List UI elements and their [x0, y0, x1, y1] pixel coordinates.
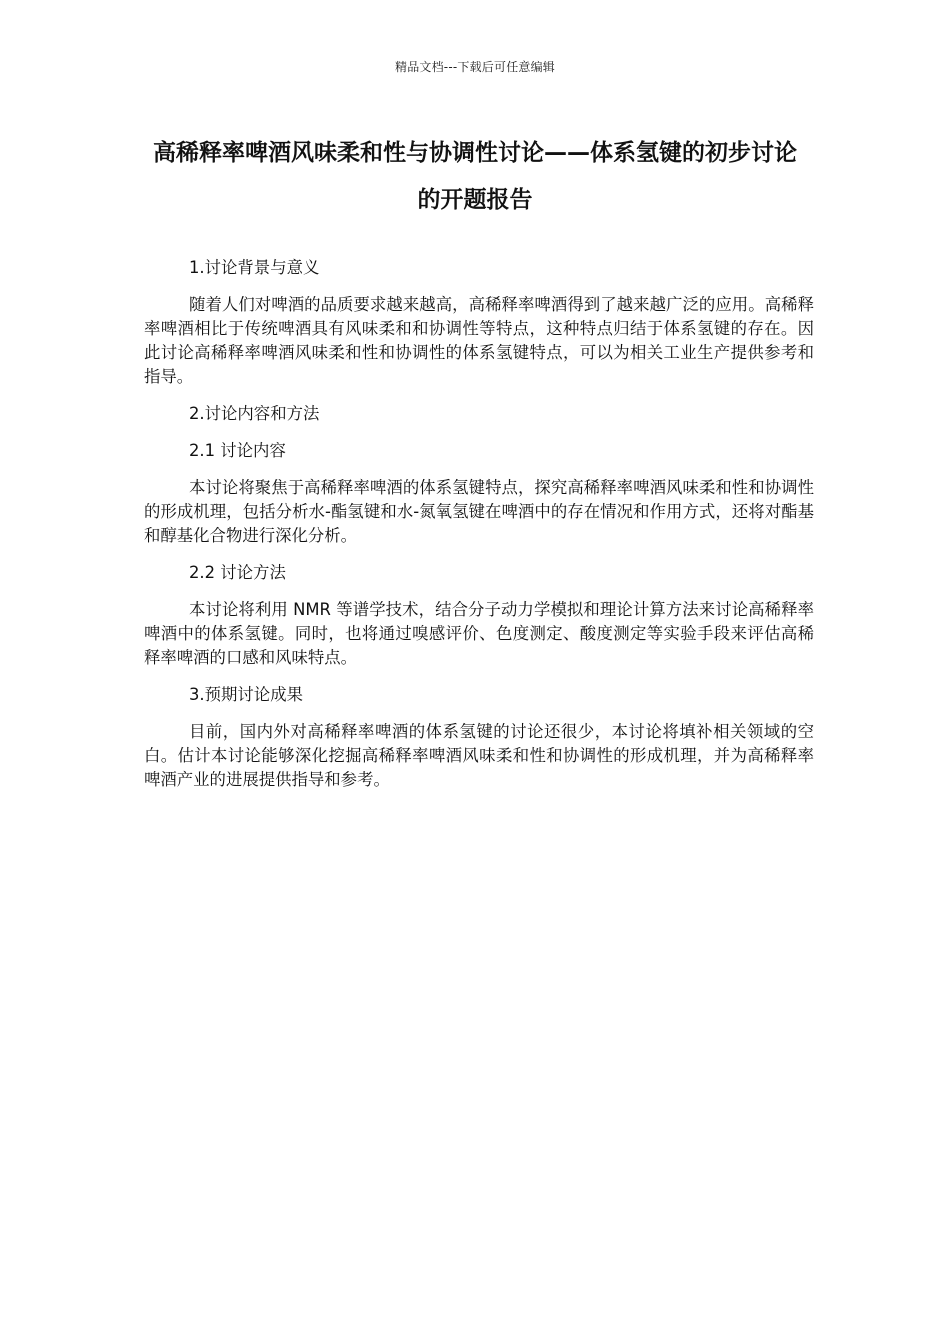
section-2-1-paragraph: 本讨论将聚焦于高稀释率啤酒的体系氢键特点，探究高稀释率啤酒风味柔和性和协调性的形成机理，包括分析水-酯氢键和水-氮氧氢键在啤酒中的存在情况和作用方式，还将对酯基和醇基化合物进行深化分析。 [144, 478, 814, 545]
section-2-heading: 2.讨论内容和方法 [189, 404, 320, 423]
section-1-paragraph: 随着人们对啤酒的品质要求越来越高，高稀释率啤酒得到了越来越广泛的应用。高稀释率啤酒相比于传统啤酒具有风味柔和和协调性等特点，这种特点归结于体系氢键的存在。因此讨论高稀释率啤酒风味柔和性和协调性的体系氢键特点，可以为相关工业生产提供参考和指导。 [144, 295, 814, 386]
header-note: 精品文档---下载后可任意编辑 [395, 60, 555, 74]
section-3-paragraph: 目前，国内外对高稀释率啤酒的体系氢键的讨论还很少，本讨论将填补相关领域的空白。估计本讨论能够深化挖掘高稀释率啤酒风味柔和性和协调性的形成机理，并为高稀释率啤酒产业的进展提供指导和参考。 [144, 722, 814, 789]
document-title: 高稀释率啤酒风味柔和性与协调性讨论——体系氢键的初步讨论的开题报告 [153, 140, 797, 213]
document-body [144, 256, 814, 805]
section-2-2-heading: 2.2 讨论方法 [189, 563, 286, 582]
section-1-heading: 1.讨论背景与意义 [189, 258, 320, 277]
section-3-heading: 3.预期讨论成果 [189, 685, 303, 704]
section-2-1-heading: 2.1 讨论内容 [189, 441, 286, 460]
section-2-2-paragraph: 本讨论将利用 NMR 等谱学技术，结合分子动力学模拟和理论计算方法来讨论高稀释率啤酒中的体系氢键。同时，也将通过嗅感评价、色度测定、酸度测定等实验手段来评估高稀释率啤酒的口感和风味特点。 [144, 600, 814, 667]
